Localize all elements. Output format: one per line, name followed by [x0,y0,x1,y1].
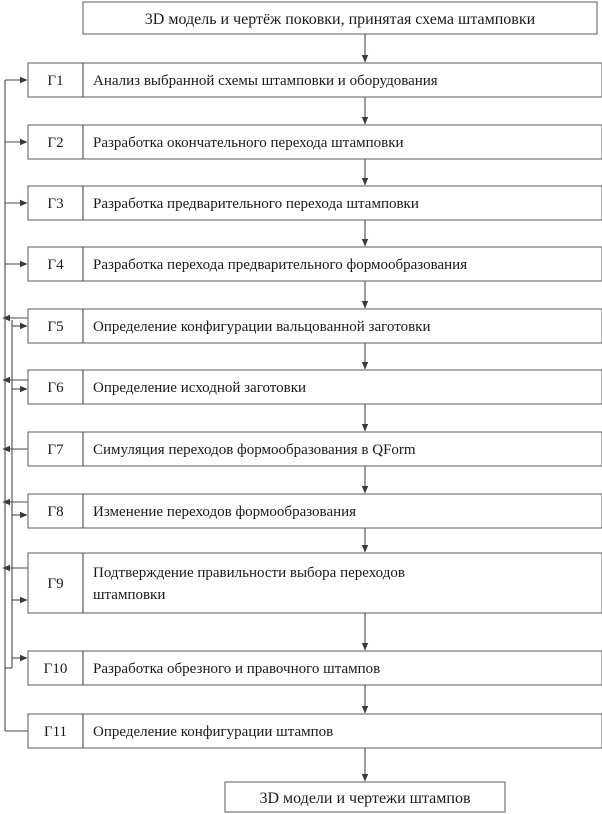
step-label: Изменение переходов формообразования [93,504,357,520]
step-Г5 [28,309,602,343]
step-label: Определение конфигурации штампов [93,724,334,740]
output-label: 3D модели и чертежи штампов [259,790,471,807]
step-label: Определение исходной заготовки [93,380,307,396]
step-label: штамповки [93,587,166,603]
step-code: Г4 [47,257,64,273]
input-box [83,2,597,34]
step-code: Г2 [47,135,64,151]
step-code: Г1 [47,73,64,89]
step-label: Анализ выбранной схемы штамповки и оборудования [93,73,438,89]
step-label: Разработка окончательного перехода штамповки [93,135,404,151]
output-box [225,782,505,812]
step-Г10 [28,651,602,685]
feedback-loop-lines [3,80,28,731]
step-code: Г9 [47,576,64,592]
step-label: Разработка перехода предварительного формообразования [93,257,468,273]
step-code: Г5 [47,319,64,335]
step-label: Разработка обрезного и правочного штампов [93,661,381,677]
step-label: Подтверждение правильности выбора переходов [93,565,405,581]
step-Г4 [28,247,602,281]
step-code: Г10 [43,661,68,677]
process-steps [28,63,602,748]
input-label: 3D модель и чертёж поковки, принятая схема штамповки [144,11,536,28]
step-code: Г8 [47,504,64,520]
step-Г8 [28,494,602,528]
step-Г9 [28,553,602,613]
step-code: Г11 [43,724,68,740]
step-Г11 [28,714,602,748]
step-box [28,553,602,613]
step-Г3 [28,186,602,220]
step-label: Симуляция переходов формообразования в QForm [93,442,416,458]
step-Г1 [28,63,602,97]
step-code: Г6 [47,380,64,396]
step-Г7 [28,432,602,466]
step-Г6 [28,370,602,404]
step-label: Определение конфигурации вальцованной заготовки [93,319,431,335]
step-code: Г7 [47,442,64,458]
step-code: Г3 [47,196,64,212]
step-label: Разработка предварительного перехода штамповки [93,196,419,212]
step-Г2 [28,125,602,159]
